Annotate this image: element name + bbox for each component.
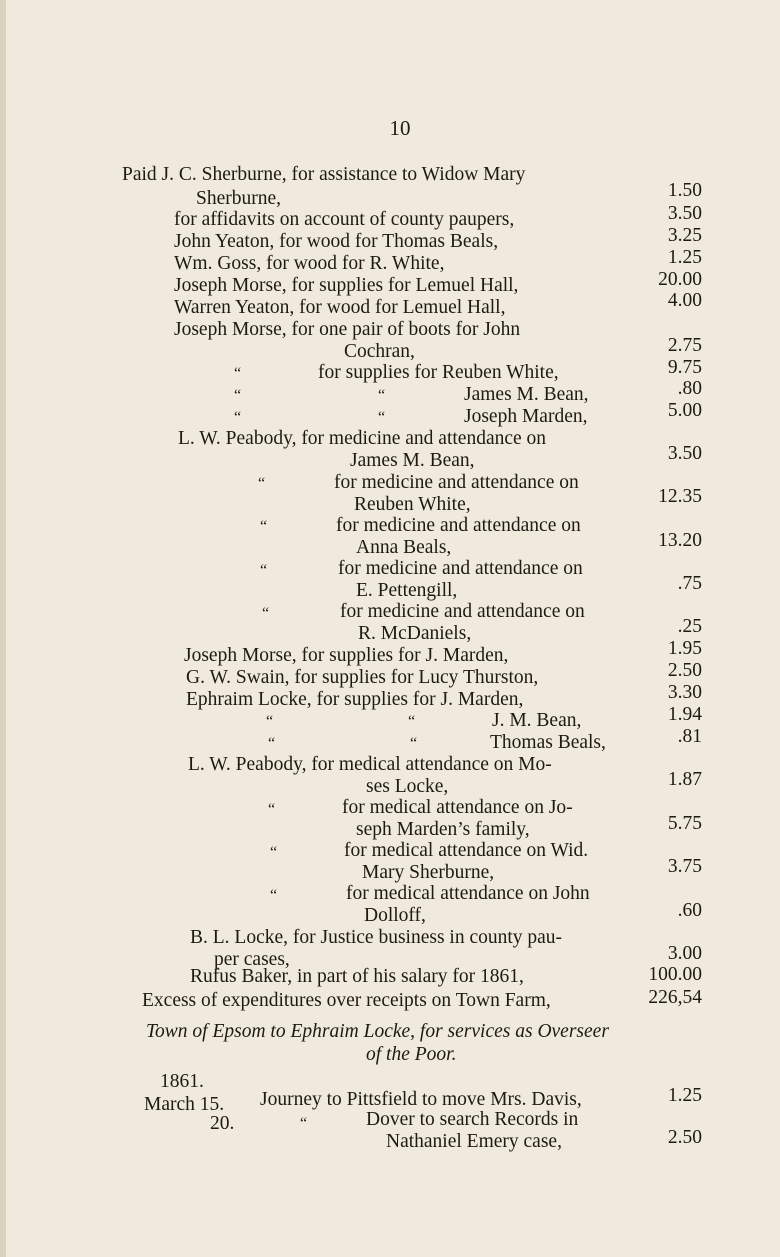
text-line: Wm. Goss, for wood for R. White, (174, 253, 445, 274)
ditto-mark: “ (234, 409, 242, 426)
page-number: 10 (389, 116, 411, 140)
text-line: Joseph Marden, (464, 406, 588, 427)
text-line: for medicine and attendance on (338, 558, 583, 579)
text-line: Ephraim Locke, for supplies for J. Marden, (186, 689, 524, 710)
text-line: per cases, (214, 949, 290, 970)
amount: 226,54 (648, 987, 702, 1008)
amount: 4.00 (667, 290, 702, 311)
text-line: Sherburne, (196, 188, 282, 209)
amount: 1.87 (667, 769, 702, 790)
text-line: Nathaniel Emery case, (386, 1131, 562, 1152)
text-line: for medicine and attendance on (340, 601, 585, 622)
amount: 5.75 (667, 813, 702, 834)
text-line: for medicine and attendance on (334, 472, 579, 493)
amount: 2.50 (667, 660, 702, 681)
text-line: Dolloff, (364, 905, 426, 926)
date-label: March 15. (144, 1094, 225, 1115)
ditto-mark: “ (268, 735, 276, 752)
ditto-mark: “ (378, 387, 386, 404)
section-heading: Town of Epsom to Ephraim Locke, for services as Overseer (146, 1021, 609, 1042)
amount: 3.75 (667, 856, 702, 877)
text-line: for medical attendance on Jo- (342, 797, 573, 818)
text-line: Anna Beals, (356, 537, 452, 558)
section-heading: of the Poor. (366, 1044, 457, 1065)
amount: 13.20 (658, 530, 702, 551)
text-line: Excess of expenditures over receipts on Town Farm, (142, 990, 551, 1011)
ditto-mark: “ (378, 409, 386, 426)
text-line: seph Marden’s family, (356, 819, 530, 840)
amount: 9.75 (667, 357, 702, 378)
amount: 3.30 (667, 682, 702, 703)
ditto-mark: “ (260, 518, 268, 535)
text-line: for affidavits on account of county paupers, (174, 209, 515, 230)
amount: 100.00 (648, 964, 702, 985)
text-line: Warren Yeaton, for wood for Lemuel Hall, (174, 297, 506, 318)
text-line: for medicine and attendance on (336, 515, 581, 536)
text-line: for supplies for Reuben White, (318, 362, 559, 383)
text-line: Reuben White, (354, 494, 471, 515)
text-line: Dover to search Records in (366, 1109, 579, 1130)
text-line: G. W. Swain, for supplies for Lucy Thurston, (186, 667, 539, 688)
text-line: B. L. Locke, for Justice business in county pau- (190, 927, 563, 948)
ditto-mark: “ (300, 1115, 308, 1132)
date-label: 20. (210, 1113, 235, 1134)
amount: 1.95 (667, 638, 702, 659)
text-line: Journey to Pittsfield to move Mrs. Davis, (260, 1089, 582, 1110)
amount: 1.25 (667, 247, 702, 268)
ditto-mark: “ (410, 735, 418, 752)
text-line: Cochran, (344, 341, 415, 362)
text-line: Joseph Morse, for one pair of boots for John (174, 319, 521, 340)
text-line: James M. Bean, (350, 450, 475, 471)
amount: 1.94 (667, 704, 702, 725)
amount: 3.00 (667, 943, 702, 964)
amount: 12.35 (658, 486, 702, 507)
amount: 3.50 (667, 203, 702, 224)
text-line: ses Locke, (366, 776, 449, 797)
text-line: R. McDaniels, (358, 623, 472, 644)
amount: .75 (677, 573, 702, 594)
ditto-mark: “ (262, 605, 270, 622)
text-line: Mary Sherburne, (362, 862, 495, 883)
amount: .80 (677, 378, 702, 399)
amount: .81 (677, 726, 702, 747)
amount: .25 (677, 616, 702, 637)
text-line: L. W. Peabody, for medicine and attendance on (178, 428, 547, 449)
text-line: Thomas Beals, (490, 732, 606, 753)
text-line: E. Pettengill, (356, 580, 458, 601)
amount: 5.00 (667, 400, 702, 421)
amount: 2.50 (667, 1127, 702, 1148)
year-label: 1861. (160, 1071, 204, 1092)
amount: 20.00 (658, 269, 702, 290)
text-line: John Yeaton, for wood for Thomas Beals, (174, 231, 499, 252)
ditto-mark: “ (268, 801, 276, 818)
ditto-mark: “ (234, 387, 242, 404)
amount: 3.50 (667, 443, 702, 464)
amount: 2.75 (667, 335, 702, 356)
text-line: Joseph Morse, for supplies for J. Marden, (184, 645, 509, 666)
amount: 1.25 (667, 1085, 702, 1106)
amount: 3.25 (667, 225, 702, 246)
page-edge (0, 0, 6, 1257)
text-line: J. M. Bean, (492, 710, 582, 731)
text-line: James M. Bean, (464, 384, 589, 405)
amount: 1.50 (667, 180, 702, 201)
text-line: Rufus Baker, in part of his salary for 1861, (190, 966, 524, 987)
ditto-mark: “ (266, 713, 274, 730)
text-line: for medical attendance on Wid. (344, 840, 589, 861)
text-line: Joseph Morse, for supplies for Lemuel Hall, (174, 275, 519, 296)
amount: .60 (677, 900, 702, 921)
text-line: for medical attendance on John (346, 883, 590, 904)
ditto-mark: “ (270, 844, 278, 861)
ditto-mark: “ (270, 887, 278, 904)
ditto-mark: “ (234, 365, 242, 382)
ditto-mark: “ (260, 562, 268, 579)
ditto-mark: “ (258, 475, 266, 492)
ditto-mark: “ (408, 713, 416, 730)
text-line: L. W. Peabody, for medical attendance on Mo- (188, 754, 552, 775)
text-line: Paid J. C. Sherburne, for assistance to Widow Mary (122, 164, 526, 185)
